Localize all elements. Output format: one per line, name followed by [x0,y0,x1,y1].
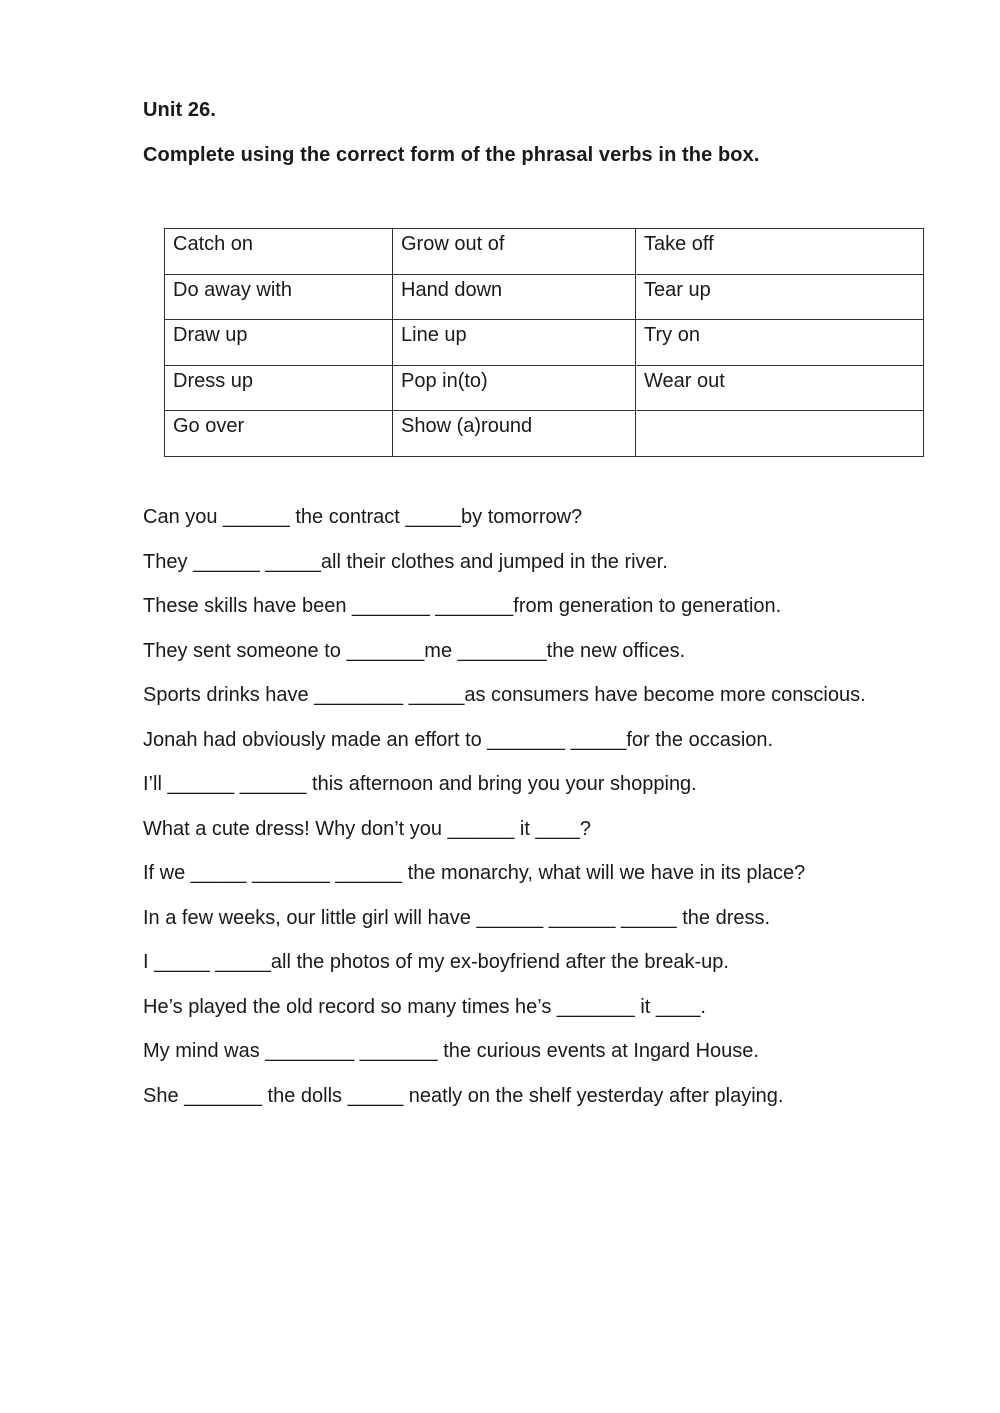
word-box-row [165,411,924,457]
word-box-cell: Line up [393,320,636,366]
exercise-sentence: They sent someone to _______me ________the new offices. [143,639,686,662]
word-box-cell: Wear out [636,365,924,411]
word-box-cell [636,411,924,457]
exercise-sentence: These skills have been _______ _______from generation to generation. [143,595,782,617]
exercise-sentence: What a cute dress! Why don’t you ______ it ____? [143,817,592,840]
word-box-cell: Grow out of [393,229,636,275]
exercise-sentence: Sports drinks have ________ _____as consumers have become more conscious. [143,684,866,706]
word-box-row [165,320,924,366]
word-box-cell: Tear up [636,274,924,320]
word-box-cell: Take off [636,229,924,275]
word-box-cell: Dress up [165,365,393,411]
exercise-sentence: In a few weeks, our little girl will have ______ ______ _____ the dress. [143,906,771,929]
word-box-cell: Try on [636,320,924,366]
phrasal-verb-box [164,228,924,457]
exercise-sentences [143,502,866,1125]
word-box-cell: Catch on [165,229,393,275]
word-box-cell: Go over [165,411,393,457]
word-box-row [165,229,924,275]
exercise-sentence: I _____ _____all the photos of my ex-boyfriend after the break-up. [143,951,729,973]
word-box-row [165,274,924,320]
word-box-cell: Do away with [165,274,393,320]
word-box-cell: Show (a)round [393,411,636,457]
unit-title: Unit 26. [143,99,217,121]
exercise-sentence: She _______ the dolls _____ neatly on the shelf yesterday after playing. [143,1084,784,1107]
exercise-sentence: If we _____ _______ ______ the monarchy, what will we have in its place? [143,862,806,884]
exercise-sentence: I’ll ______ ______ this afternoon and bring you your shopping. [143,773,697,795]
exercise-sentence: He’s played the old record so many times he’s _______ it ____. [143,995,706,1018]
exercise-sentence: Can you ______ the contract _____by tomorrow? [143,506,583,528]
word-box-cell: Draw up [165,320,393,366]
exercise-sentence: They ______ _____all their clothes and jumped in the river. [143,550,668,573]
instruction-text: Complete using the correct form of the phrasal verbs in the box. [143,144,760,166]
word-box-row [165,365,924,411]
word-box-cell: Hand down [393,274,636,320]
exercise-sentence: Jonah had obviously made an effort to _______ _____for the occasion. [143,728,774,751]
word-box-cell: Pop in(to) [393,365,636,411]
exercise-sentence: My mind was ________ _______ the curious events at Ingard House. [143,1040,759,1062]
